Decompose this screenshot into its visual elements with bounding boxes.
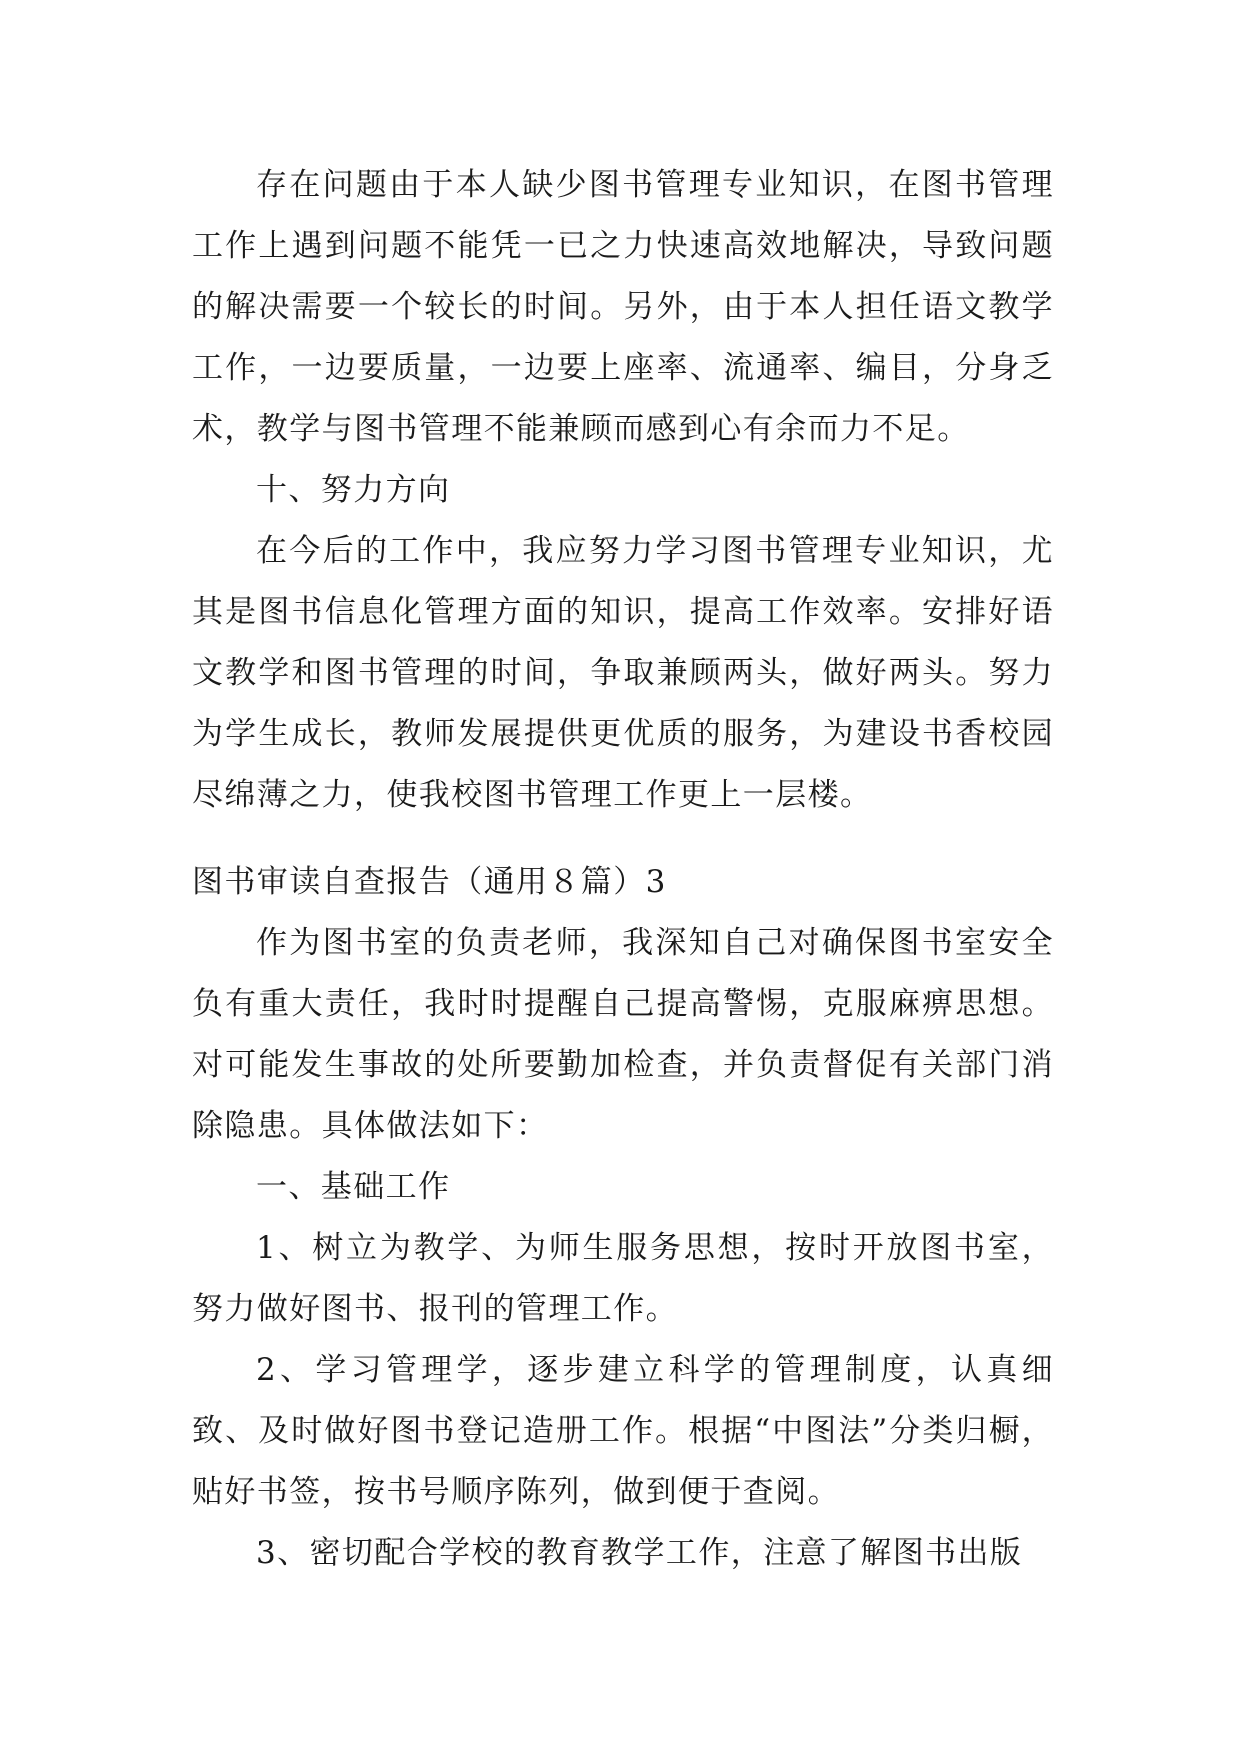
direction-heading: 十、努力方向 — [256, 472, 451, 508]
section-title: 图书审读自查报告（通用８篇）3 — [192, 864, 667, 900]
intro-paragraph: 作为图书室的负责老师，我深知自己对确保图书室安全负有重大责任，我时时提醒自己提高警惕，克服麻痹思想。对可能发生事故的处所要勤加检查，并负责督促有关部门消除隐患。具体做法如下： — [192, 925, 1054, 1144]
problem-paragraph: 存在问题由于本人缺少图书管理专业知识，在图书管理工作上遇到问题不能凭一已之力快速高效地解决，导致问题的解决需要一个较长的时间。另外，由于本人担任语文教学工作，一边要质量，一边要上座率、流通率、编目，分身乏术，教学与图书管理不能兼顾而感到心有余而力不足。 — [192, 167, 1054, 447]
section-two — [192, 852, 1054, 1584]
list-item-3: 3、密切配合学校的教育教学工作，注意了解图书出版 — [256, 1535, 1023, 1571]
list-item-1: 1、树立为教学、为师生服务思想，按时开放图书室，努力做好图书、报刊的管理工作。 — [192, 1230, 1054, 1327]
basic-work-heading: 一、基础工作 — [256, 1169, 451, 1205]
list-item-2: 2、学习管理学，逐步建立科学的管理制度，认真细致、及时做好图书登记造册工作。根据“中图法”分类归橱，贴好书签，按书号顺序陈列，做到便于查阅。 — [192, 1352, 1054, 1510]
section-one — [192, 155, 1054, 826]
direction-paragraph: 在今后的工作中，我应努力学习图书管理专业知识，尤其是图书信息化管理方面的知识，提高工作效率。安排好语文教学和图书管理的时间，争取兼顾两头，做好两头。努力为学生成长，教师发展提供更优质的服务，为建设书香校园尽绵薄之力，使我校图书管理工作更上一层楼。 — [192, 533, 1054, 813]
